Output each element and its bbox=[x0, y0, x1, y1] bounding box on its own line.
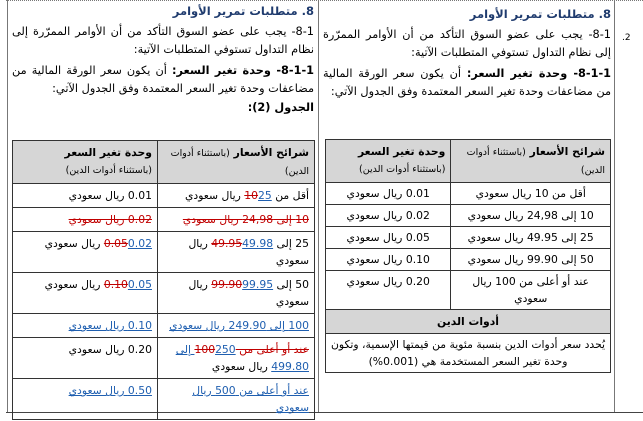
price-range-cell: 10 إلى 24,98 ريال سعودي bbox=[451, 205, 611, 227]
price-range-cell: 50 إلى 99.90 ريال سعودي bbox=[451, 249, 611, 271]
row-number: .2 bbox=[622, 33, 631, 43]
col-header-price-range: شرائح الأسعار (باستثناء أدوات الدين) bbox=[451, 140, 611, 183]
tick-size-cell: 0.10 ريال سعودي bbox=[13, 314, 158, 338]
tick-size-cell: 0.05 ريال سعودي bbox=[326, 227, 451, 249]
table-row bbox=[13, 379, 315, 420]
debt-instruments-header: أدوات الدين bbox=[326, 310, 611, 334]
clause-text: أن يكون سعر الورقة المالية من مضاعفات وحدة تغير السعر المعتمدة وفق الجدول الآتي: bbox=[12, 64, 314, 95]
debt-instruments-text: يُحدد سعر أدوات الدين بنسبة مئوية من قيمتها الإسمية، وتكون وحدة تغير السعر المستخدمة هي (0.001%) bbox=[326, 334, 611, 373]
table-row bbox=[326, 205, 611, 227]
col-header-price-range: شرائح الأسعار (باستثناء أدوات الدين) bbox=[157, 141, 314, 184]
section-heading: 8. متطلبات تمرير الأوامر bbox=[469, 7, 611, 21]
price-range-cell: عند أو أعلى من 500 ريال سعودي bbox=[157, 379, 314, 420]
table-row bbox=[326, 271, 611, 310]
col-header-tick-size: وحدة تغير السعر (باستثناء أدوات الدين) bbox=[326, 140, 451, 183]
price-range-cell: 10 إلى 24,98 ريال سعودي bbox=[157, 208, 314, 232]
price-range-cell: أقل من 1025 ريال سعودي bbox=[157, 184, 314, 208]
clause-title: 8-1-1- وحدة تغير السعر: bbox=[466, 67, 611, 80]
column-divider bbox=[318, 0, 319, 412]
tick-size-cell: 0.20 ريال سعودي bbox=[13, 338, 158, 379]
table-row bbox=[13, 184, 315, 208]
price-range-cell: 25 إلى 49.95 ريال سعودي bbox=[451, 227, 611, 249]
price-range-cell: أقل من 10 ريال سعودي bbox=[451, 183, 611, 205]
col-header-tick-size: وحدة تغير السعر (باستثناء أدوات الدين) bbox=[13, 141, 158, 184]
paragraph-8-1-1 bbox=[12, 62, 314, 98]
paragraph-8-1: 8-1- يجب على عضو السوق التأكد من أن الأوامر الممرّرة إلى نظام التداول تستوفي المتطلبات الآتية: bbox=[323, 28, 611, 59]
tick-size-cell: 0.10 ريال سعودي bbox=[326, 249, 451, 271]
tick-size-cell: 0.050.02 ريال سعودي bbox=[13, 232, 158, 273]
price-range-cell: 50 إلى 99.9099.95 ريال سعودي bbox=[157, 273, 314, 314]
tick-size-cell: 0.02 ريال سعودي bbox=[326, 205, 451, 227]
paragraph-8-1: 8-1- يجب على عضو السوق التأكد من أن الأوامر الممرّرة إلى نظام التداول تستوفي المتطلبات الآتية: bbox=[12, 25, 314, 56]
tick-size-cell: 0.01 ريال سعودي bbox=[13, 184, 158, 208]
price-range-cell: 25 إلى 49.9549.98 ريال سعودي bbox=[157, 232, 314, 273]
column-divider bbox=[7, 0, 8, 412]
table-row bbox=[13, 232, 315, 273]
table-row bbox=[13, 208, 315, 232]
price-range-cell: 100 إلى 249.90 ريال سعودي bbox=[157, 314, 314, 338]
proposed-text-column bbox=[12, 3, 314, 116]
table-row bbox=[326, 183, 611, 205]
price-range-cell: عند أو أعلى من 100 ريال سعودي bbox=[451, 271, 611, 310]
column-divider bbox=[614, 0, 615, 412]
current-tick-table bbox=[325, 139, 611, 373]
proposed-tick-table bbox=[12, 140, 315, 420]
tick-size-cell: 0.20 ريال سعودي bbox=[326, 271, 451, 310]
table-row bbox=[13, 314, 315, 338]
clause-title: 8-1-1- وحدة تغير السعر: bbox=[171, 64, 314, 77]
tick-size-cell: 0.02 ريال سعودي bbox=[13, 208, 158, 232]
tick-size-cell: 0.01 ريال سعودي bbox=[326, 183, 451, 205]
table-caption: الجدول (2): bbox=[247, 101, 314, 114]
current-text-column bbox=[323, 6, 611, 101]
frame-top-border bbox=[6, 0, 643, 1]
tick-size-cell: 0.100.05 ريال سعودي bbox=[13, 273, 158, 314]
price-range-cell: عند أو أعلى من 100250 إلى 499.80 ريال سعودي bbox=[157, 338, 314, 379]
tick-size-cell: 0.50 ريال سعودي bbox=[13, 379, 158, 420]
section-heading: 8. متطلبات تمرير الأوامر bbox=[172, 4, 314, 18]
clause-text: أن يكون سعر الورقة المالية من مضاعفات وحدة تغير السعر المعتمدة وفق الجدول الآتي: bbox=[323, 67, 611, 98]
table-row bbox=[13, 273, 315, 314]
paragraph-8-1-1 bbox=[323, 65, 611, 101]
table-row bbox=[326, 227, 611, 249]
table-row bbox=[13, 338, 315, 379]
table-row bbox=[326, 249, 611, 271]
